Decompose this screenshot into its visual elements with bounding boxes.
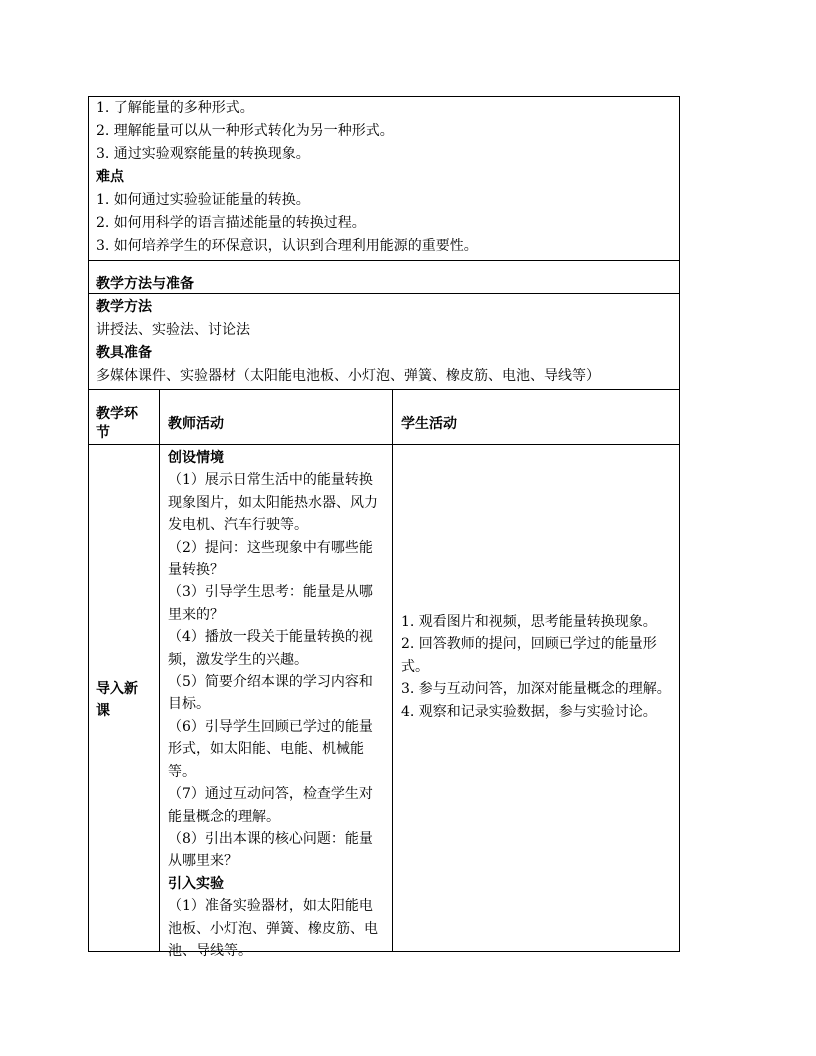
objective-item: 1. 了解能量的多种形式。 [96,100,254,116]
teacher-activity-item: （3）引导学生思考：能量是从哪里来的？ [168,584,373,623]
methods-text: 讲授法、实验法、讨论法 [96,322,250,338]
column-divider [159,389,160,952]
table-header-divider [88,444,680,445]
header-student: 学生活动 [401,416,457,432]
teacher-activity-item: （5）简要介绍本课的学习内容和目标。 [168,674,373,713]
difficulty-item: 1. 如何通过实验验证能量的转换。 [96,192,310,208]
column-divider [392,389,393,952]
teacher-activity-item: （1）展示日常生活中的能量转换现象图片，如太阳能热水器、风力发电机、汽车行驶等。 [168,472,378,534]
teacher-activity-item: （6）引导学生回顾已学过的能量形式，如太阳能、电能、机械能等。 [168,718,373,780]
student-activity-cell [401,611,673,723]
teacher-activity-item: （7）通过互动问答，检查学生对能量概念的理解。 [168,786,373,825]
teacher-activity-item: （8）引出本课的核心问题：能量从哪里来？ [168,830,373,870]
methods-heading: 教学方法 [96,299,152,315]
teacher-activity-item: （2）提问：这些现象中有哪些能量转换？ [168,539,373,579]
difficulty-item: 2. 如何用科学的语言描述能量的转换过程。 [96,215,366,231]
tools-text: 多媒体课件、实验器材（太阳能电池板、小灯泡、弹簧、橡皮筋、电池、导线等） [96,368,600,384]
student-activity-item: 4. 观察和记录实验数据，参与实验讨论。 [401,703,657,720]
student-activity-item: 2. 回答教师的提问，回顾已学过的能量形式。 [401,636,657,675]
tools-heading: 教具准备 [96,345,152,361]
objective-item: 2. 理解能量可以从一种形式转化为另一种形式。 [96,123,394,139]
teacher-activity-cell [168,447,386,962]
stage-label-cont: 课 [96,703,110,719]
teacher-activity-heading: 引入实验 [168,875,224,892]
stage-label: 导入新 [96,681,138,697]
student-activity-item: 3. 参与互动问答，加深对能量概念的理解。 [401,681,671,698]
difficulty-heading: 难点 [96,169,124,185]
teacher-activity-heading: 创设情境 [168,450,224,466]
objective-item: 3. 通过实验观察能量的转换现象。 [96,146,310,162]
header-stage: 教学环 [96,406,138,422]
difficulty-item: 3. 如何培养学生的环保意识，认识到合理利用能源的重要性。 [96,238,478,254]
student-activity-item: 1. 观看图片和视频，思考能量转换现象。 [401,614,657,630]
teacher-activity-item: （1）准备实验器材，如太阳能电池板、小灯泡、弹簧、橡皮筋、电池、导线等。 [168,898,378,959]
teacher-activity-item: （4）播放一段关于能量转换的视频，激发学生的兴趣。 [168,629,373,668]
header-teacher: 教师活动 [168,416,224,432]
methods-title: 教学方法与准备 [96,276,194,292]
header-stage-cont: 节 [96,425,110,441]
